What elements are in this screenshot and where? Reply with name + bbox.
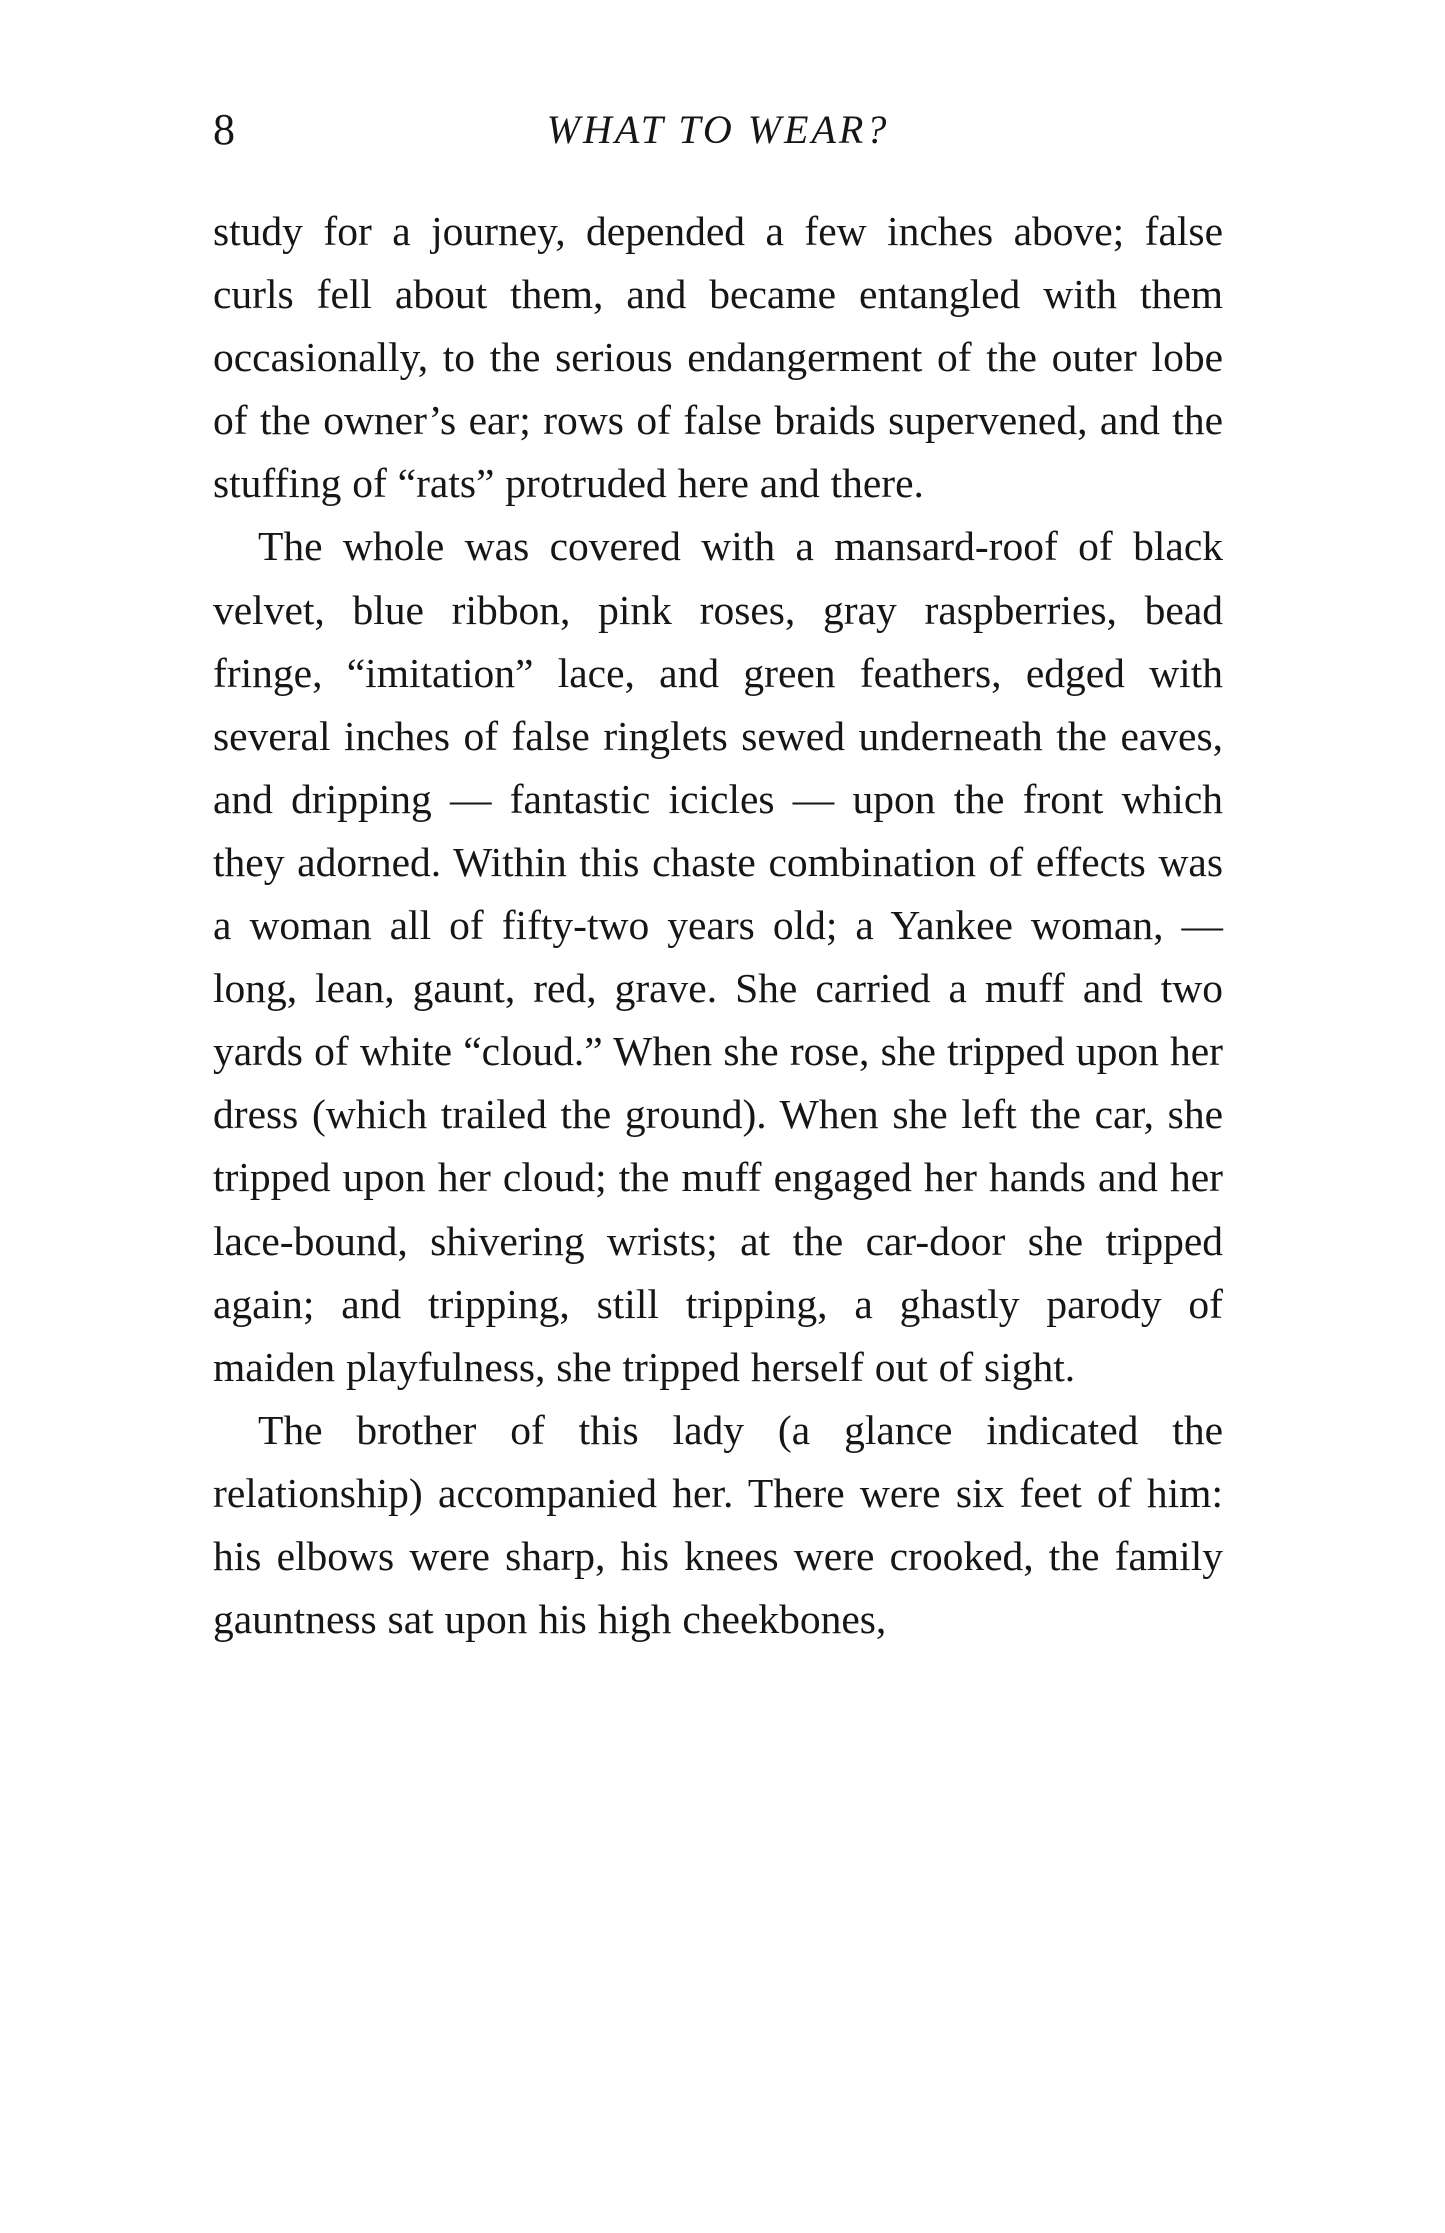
paragraph-brother: The brother of this lady (a glance indicated the relationship) accompanied her. There were six feet of him: his elbows were sharp, his knees were crooked, the family gauntness sat upon his high cheekbones, bbox=[213, 1406, 1223, 1643]
paragraph-continuation: study for a journey, depended a few inches above; false curls fell about them, and became entangled with them occasionally, to the serious endangerment of the outer lobe of the owner’s ear; rows of false braids supervened, and the stuffing of “rats” protruded here and there. bbox=[213, 208, 1223, 507]
paragraph-mansard-roof: The whole was covered with a mansard-roof of black velvet, blue ribbon, pink roses, gray raspberries, bead fringe, “imitation” lace, and green feathers, edged with several inches of false ringlets sewed underneath the eaves, and dripping — fantastic icicles — upon the front which they adorned. Within this chaste combination of effects was a woman all of fifty-two years old; a Yankee woman, — long, lean, gaunt, red, grave. She carried a muff and two yards of white “cloud.” When she rose, she tripped upon her dress (which trailed the ground). When she left the car, she tripped upon her cloud; the muff engaged her hands and her lace-bound, shivering wrists; at the car-door she tripped again; and tripping, still tripping, a ghastly parody of maiden playfulness, she tripped herself out of sight. bbox=[213, 523, 1223, 1390]
body-text bbox=[213, 200, 1223, 1651]
running-head-title: WHAT TO WEAR? bbox=[546, 107, 890, 152]
running-head bbox=[213, 100, 1223, 160]
page-number: 8 bbox=[213, 105, 235, 154]
